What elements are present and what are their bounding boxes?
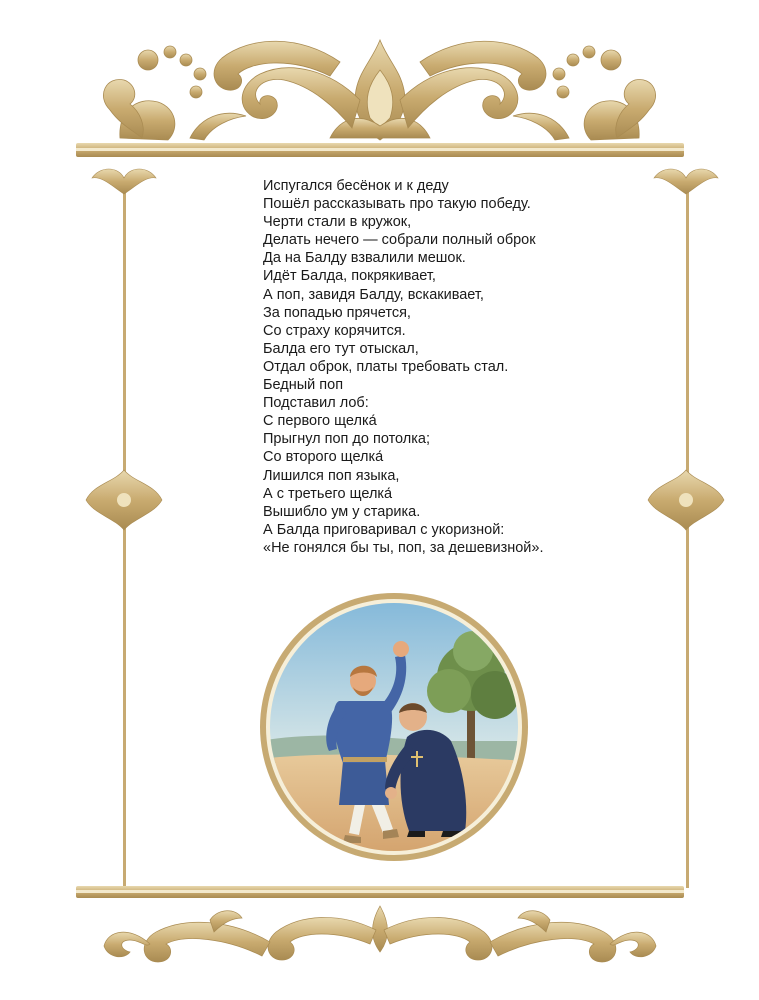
poem-line: «Не гонялся бы ты, поп, за дешевизной». <box>263 539 544 556</box>
poem-line: А с третьего щелка́ <box>263 485 393 502</box>
poem-line: Пошёл рассказывать про такую победу. <box>263 196 531 213</box>
poem-line: Подставил лоб: <box>263 395 369 412</box>
right-top-ornament-icon <box>654 169 718 194</box>
poem-line: Со второго щелка́ <box>263 449 384 466</box>
right-rail <box>686 177 689 888</box>
left-rail <box>123 177 126 888</box>
poem-line: Черти стали в кружок, <box>263 214 412 231</box>
poem-line: За попадью прячется, <box>263 304 411 321</box>
poem-line: Делать нечего — собрали полный оброк <box>263 232 536 249</box>
poem-line: Вышибло ум у старика. <box>263 503 421 520</box>
poem-line: Да на Балду взвалили мешок. <box>263 250 466 267</box>
left-top-ornament-icon <box>92 169 156 194</box>
top-ornament-icon <box>103 40 655 140</box>
bottom-ornament-icon <box>104 906 656 962</box>
poem-line: Отдал оброк, платы требовать стал. <box>263 358 509 375</box>
poem-line: Прыгнул поп до потолка; <box>263 431 431 448</box>
poem-line: Идёт Балда, покрякивает, <box>263 268 436 285</box>
poem-line: А Балда приговаривал с укоризной: <box>263 521 505 538</box>
poem-line: А поп, завидя Балду, вскакивает, <box>263 286 484 303</box>
poem-line: Бедный поп <box>263 377 344 394</box>
poem-line: Со страху корячится. <box>263 322 406 339</box>
poem-line: С первого щелка́ <box>263 413 377 430</box>
poem-text <box>263 177 623 557</box>
illustration-balda-and-priest <box>259 591 529 863</box>
poem-line: Лишился поп языка, <box>263 467 400 484</box>
poem-line: Испугался бесёнок и к деду <box>263 178 449 194</box>
poem-line: Балда его тут отыскал, <box>263 340 419 357</box>
